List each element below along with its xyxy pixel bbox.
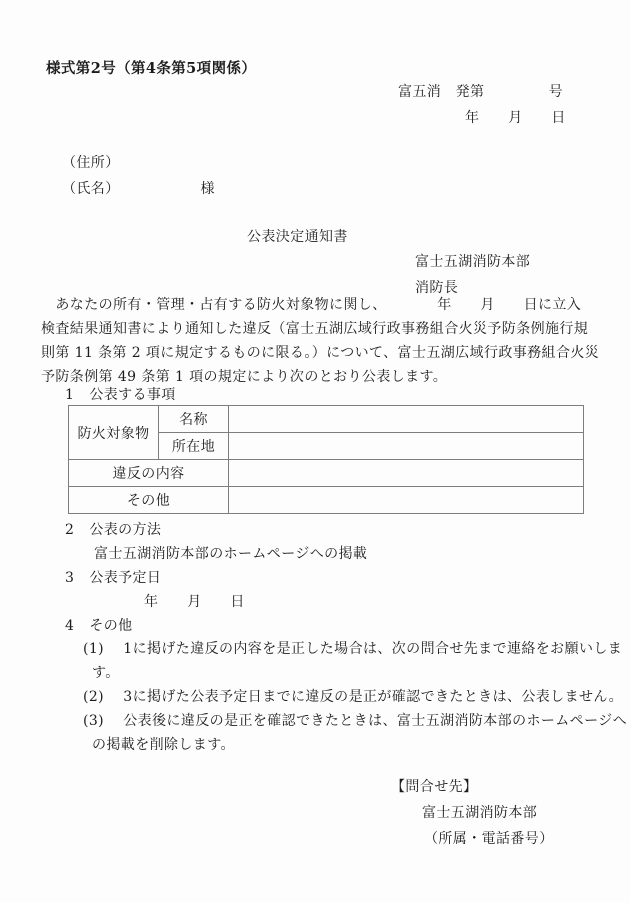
recipient-honorific: 様	[200, 181, 215, 197]
body-paragraph-line: あなたの所有・管理・占有する防火対象物に関し、 年 月 日に立入	[41, 297, 582, 313]
document-number-prefix: 富五消 発第	[398, 84, 485, 100]
inquiry-contact-header: 【問合せ先】	[391, 779, 478, 795]
section-title: 公表の方法	[89, 522, 162, 538]
section-number: 2	[65, 522, 75, 538]
document-number-suffix: 号	[548, 84, 563, 100]
address-value-cell	[229, 433, 584, 460]
section-number: 4	[65, 618, 75, 634]
name-value-cell	[229, 406, 584, 433]
inquiry-organization: 富士五湖消防本部	[422, 805, 538, 821]
section-number: 3	[65, 570, 75, 586]
other-value-cell	[229, 487, 584, 514]
document-number-line	[398, 81, 563, 101]
inquiry-department-phone: （所属・電話番号）	[424, 831, 554, 847]
section-3-heading	[65, 567, 161, 587]
document-title: 公表決定通知書	[247, 229, 348, 245]
section-title: 公表する事項	[89, 387, 176, 403]
note-3-line-2: の掲載を削除します。	[92, 737, 235, 753]
note-2: (2) 3に掲げた公表予定日までに違反の是正が確認できたときは、公表しません。	[83, 689, 624, 705]
body-paragraph-line: 検査結果通知書により通知した違反（富士五湖広域行政事務組合火災予防条例施行規	[41, 321, 589, 337]
issuer-role: 消防長	[415, 280, 459, 296]
section-title: 公表予定日	[89, 570, 162, 586]
table-row	[69, 487, 584, 514]
violation-label-cell: 違反の内容	[69, 460, 229, 487]
section-number: 1	[65, 387, 75, 403]
publication-items-table	[68, 405, 584, 514]
note-3-line-1: (3) 公表後に違反の是正を確認できたときは、富士五湖消防本部のホームページへ	[83, 713, 627, 729]
scheduled-date-placeholder: 年 月 日	[144, 594, 245, 610]
name-label-cell: 名称	[159, 406, 229, 433]
note-1-line-1: (1) 1に掲げた違反の内容を是正した場合は、次の問合せ先まで連絡をお願いしま	[83, 641, 623, 657]
recipient-name-line	[62, 178, 215, 198]
section-title: その他	[89, 618, 133, 634]
table-row	[69, 406, 584, 433]
violation-value-cell	[229, 460, 584, 487]
publication-method-text: 富士五湖消防本部のホームページへの掲載	[94, 546, 368, 562]
form-number: 様式第2号（第4条第5項関係）	[46, 60, 257, 77]
section-2-heading	[65, 519, 161, 539]
fire-object-label-cell: 防火対象物	[69, 406, 159, 460]
body-paragraph-line: 則第 11 条第 2 項に規定するものに限る。）について、富士五湖広域行政事務組合火災	[41, 345, 600, 361]
address-label-cell: 所在地	[159, 433, 229, 460]
recipient-name-label: （氏名）	[62, 181, 120, 197]
section-1-heading	[65, 384, 176, 404]
recipient-address-label: （住所）	[62, 155, 120, 171]
note-1-line-2: す。	[92, 665, 120, 681]
body-paragraph-line: 予防条例第 49 条第 1 項の規定により次のとおり公表します。	[41, 369, 448, 385]
section-4-heading	[65, 615, 133, 635]
issuer-organization: 富士五湖消防本部	[415, 254, 531, 270]
header-date-placeholder: 年 月 日	[465, 110, 566, 126]
other-label-cell: その他	[69, 487, 229, 514]
table-row	[69, 460, 584, 487]
